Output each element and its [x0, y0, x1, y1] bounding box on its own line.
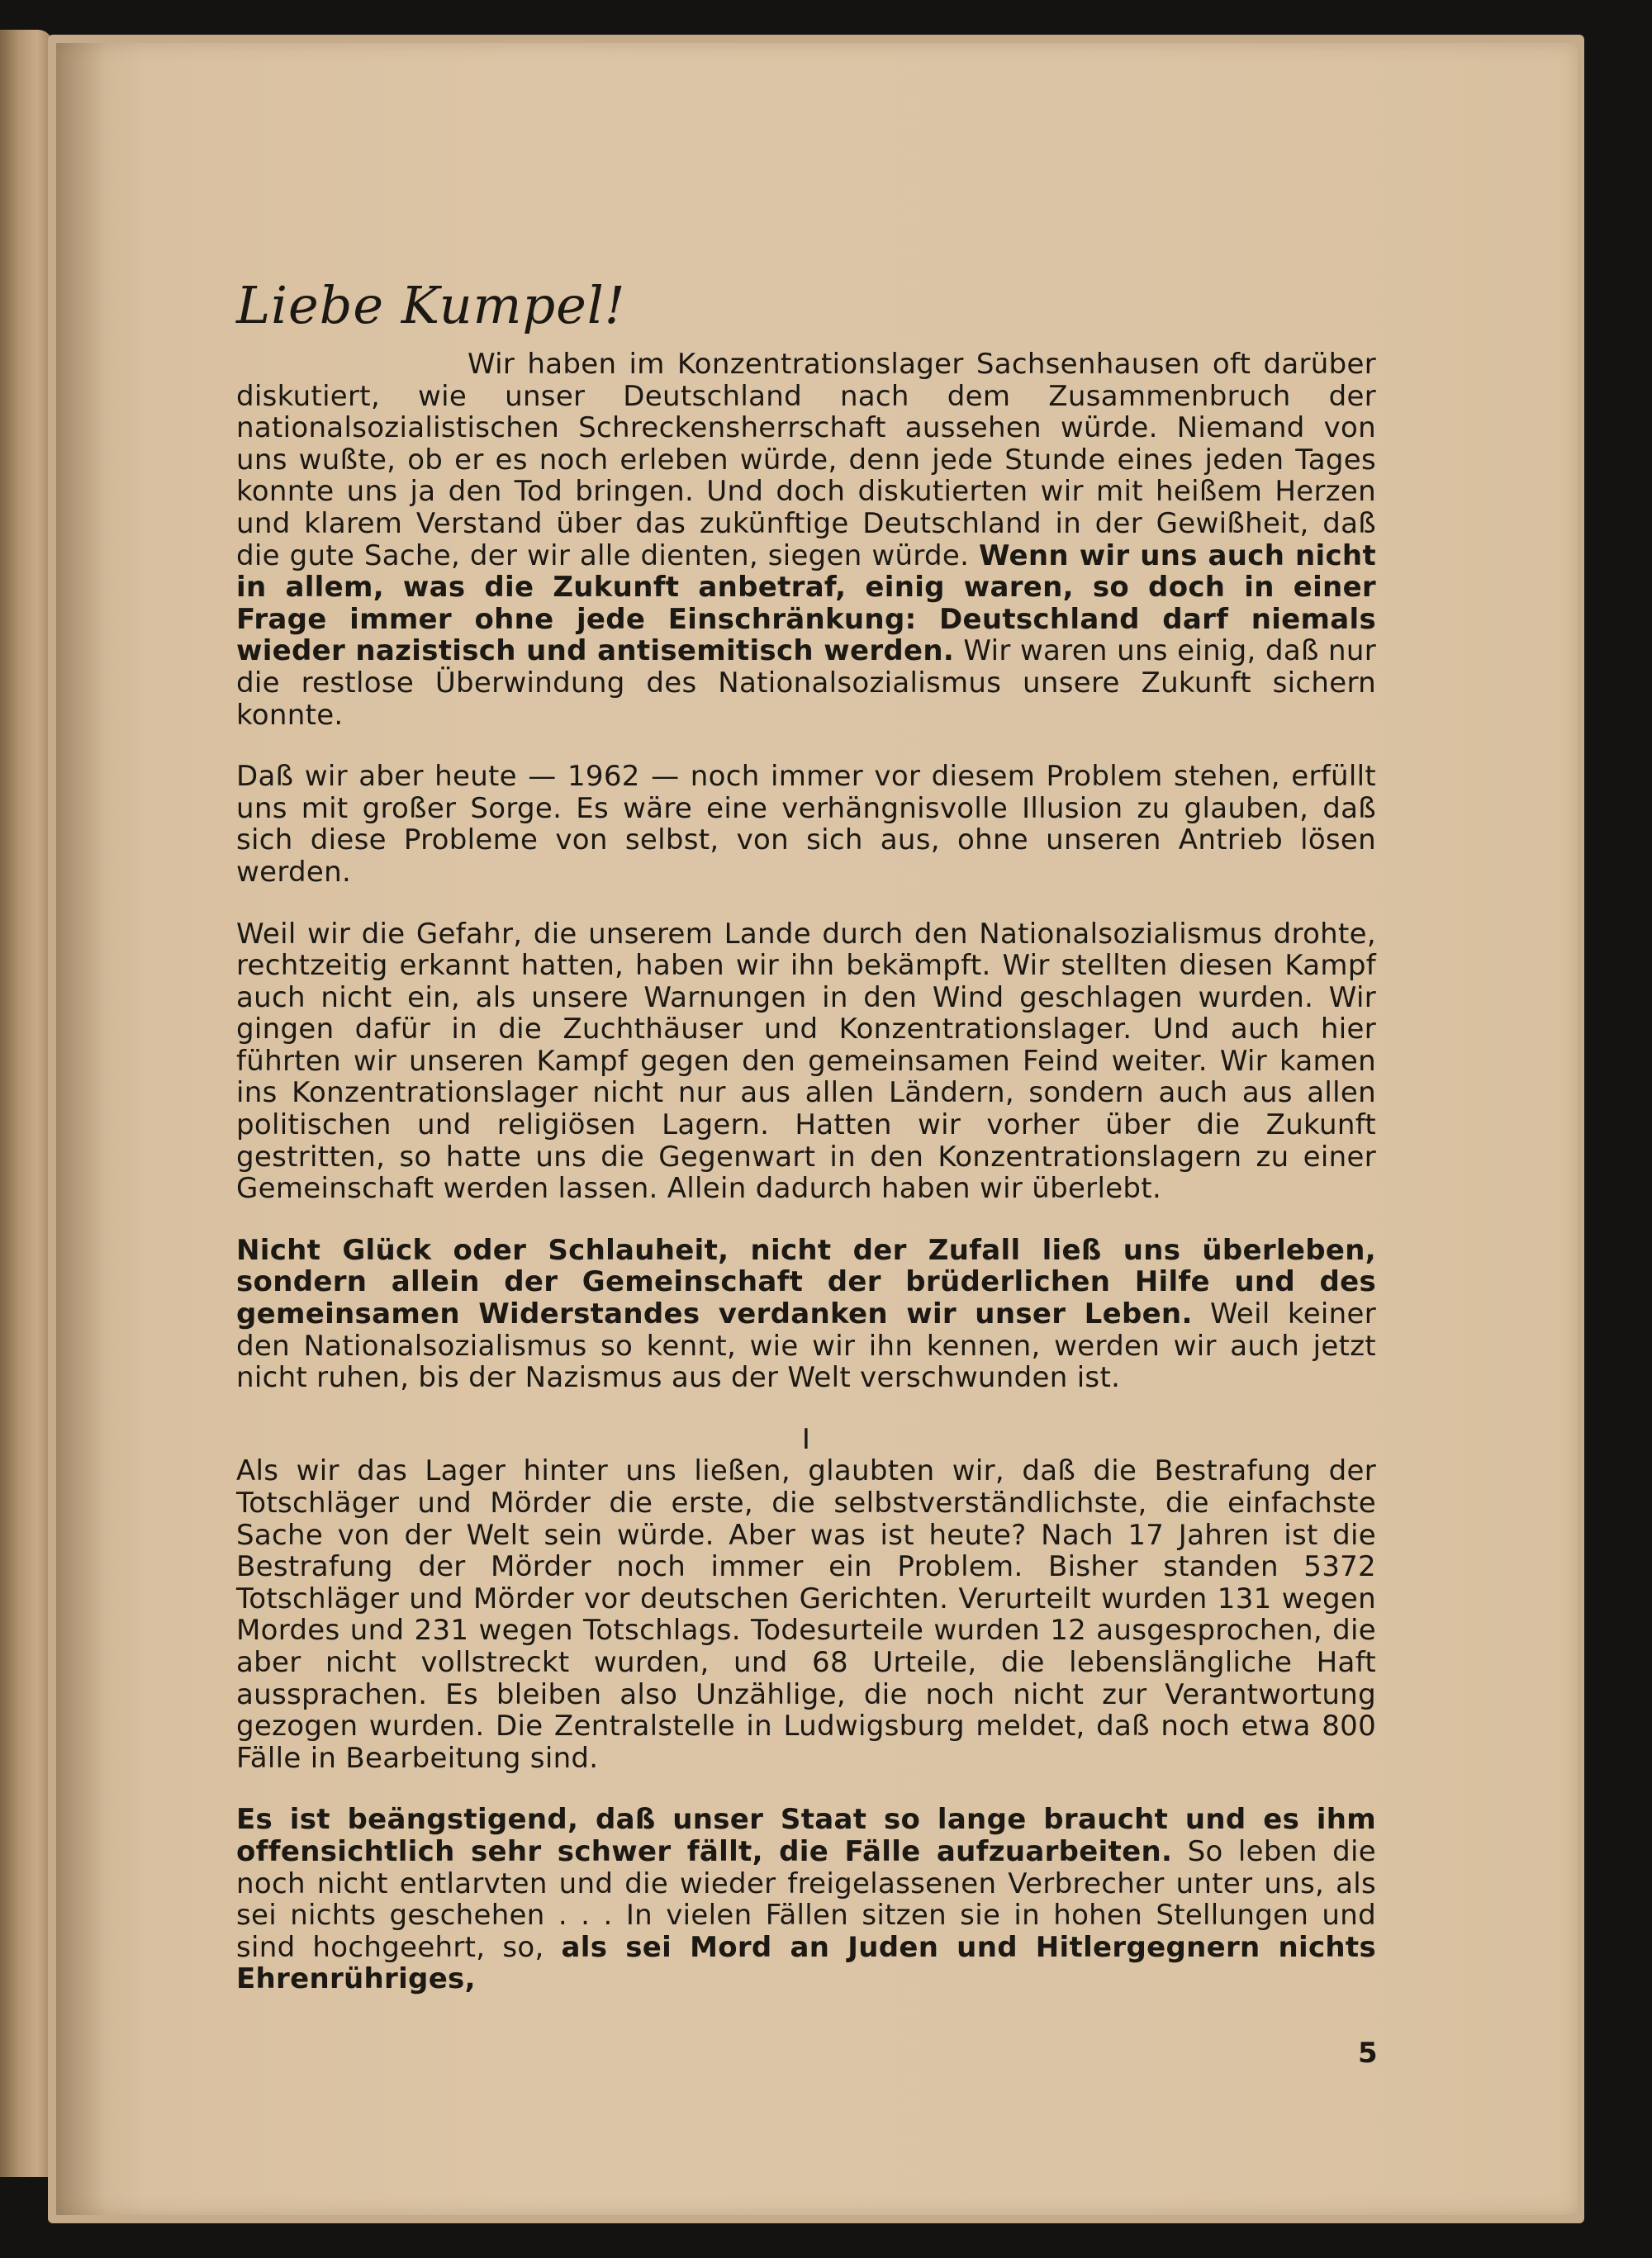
paragraph-6-text-b: So leben die noch nicht entlarvten und die wieder freigelassenen Verbrecher unter uns, als sei nichts geschehen . . . In vielen Fällen sitzen sie in hohen Stellungen und sind hochgeehrt, so, [236, 1834, 1376, 1964]
page-number: 5 [1358, 2037, 1378, 2070]
paragraph-4-bold: Nicht Glück oder Schlauheit, nicht der Zufall ließ uns überleben, sondern allein der Gemeinschaft der brüderlichen Hilfe und des gemeinsamen Widerstandes verdanken wir unser Leben. [236, 1233, 1376, 1331]
paragraph-6-bold-a: Es ist beängstigend, daß unser Staat so lange braucht und es ihm offensichtlich sehr schwer fällt, die Fälle aufzuarbeiten. [236, 1803, 1376, 1868]
paragraph-4 [236, 1235, 1376, 1394]
paragraph-1-text-c: Wir waren uns einig, daß nur die restlose Überwindung des Nationalsozialismus unsere Zukunft sichern konnte. [236, 634, 1376, 732]
paragraph-1-bold: Wenn wir uns auch nicht in allem, was die Zukunft anbetraf, einig waren, so doch in einer Frage immer ohne jede Einschränkung: Deutschland darf niemals wieder nazistisch und antisemitisch werden. [236, 538, 1376, 668]
letter-body [236, 273, 1376, 2025]
section-mark: I [801, 1422, 811, 1456]
letter-greeting: Liebe Kumpel! [236, 275, 626, 335]
paragraph-1-text-a: Wir haben im Konzentrationslager Sachsenhausen oft darüber diskutiert, wie unser Deutschland nach dem Zusammenbruch der nationalsozialistischen Schreckensherrschaft aussehen würde. Niemand von uns wußte, ob er es noch erleben würde, denn jede Stunde eines jeden Tages konnte uns ja den Tod bringen. Und doch diskutierten wir mit heißem Herzen und klarem Verstand über das zukünftige Deutschland in der Gewißheit, daß die gute Sache, der wir alle dienten, siegen würde. [236, 348, 1376, 572]
book-left-edge [0, 30, 53, 2177]
paragraph-2: Daß wir aber heute — 1962 — noch immer vor diesem Problem stehen, erfüllt uns mit großer Sorge. Es wäre eine verhängnisvolle Illusion zu glauben, daß sich diese Probleme von selbst, von sich aus, ohne unseren Antrieb lösen werden. [236, 760, 1376, 889]
paragraph-4-text-b: Weil keiner den Nationalsozialismus so kennt, wie wir ihn kennen, werden wir auch jetzt nicht ruhen, bis der Nazismus aus der Welt verschwunden ist. [236, 1297, 1376, 1395]
paragraph-1 [236, 349, 1376, 731]
paragraph-6-bold-c: als sei Mord an Juden und Hitlergegnern nichts Ehrenrühriges, [236, 1930, 1377, 1996]
page-gutter-shadow [56, 43, 106, 2215]
paragraph-5: Als wir das Lager hinter uns ließen, glaubten wir, daß die Bestrafung der Totschläger und Mörder die erste, die selbstverständlichste, die einfachste Sache von der Welt sein würde. Aber was ist heute? Nach 17 Jahren ist die Bestrafung der Mörder noch immer ein Problem. Bisher standen 5372 Totschläger und Mörder vor deutschen Gerichten. Verurteilt wurden 131 wegen Mordes und 231 wegen Totschlags. Todesurteile wurden 12 ausgesprochen, die aber nicht vollstreckt wurden, und 68 Urteile, die lebenslängliche Haft aussprachen. Es bleiben also Unzählige, die noch nicht zur Verantwortung gezogen wurden. Die Zentralstelle in Ludwigsburg meldet, daß noch etwa 800 Fälle in Bearbeitung sind. [236, 1454, 1376, 1775]
paragraph-6 [236, 1804, 1376, 1995]
paragraph-3: Weil wir die Gefahr, die unserem Lande durch den Nationalsozialismus drohte, rechtzeitig erkannt hatten, haben wir ihn bekämpft. Wir stellten diesen Kampf auch nicht ein, als unsere Warnungen in den Wind geschlagen wurden. Wir gingen dafür in die Zuchthäuser und Konzentrationslager. Und auch hier führten wir unseren Kampf gegen den gemeinsamen Feind weiter. Wir kamen ins Konzentrationslager nicht nur aus allen Ländern, sondern auch aus allen politischen und religiösen Lagern. Hatten wir vorher über die Zukunft gestritten, so hatte uns die Gegenwart in den Konzentrationslagern zu einer Gemeinschaft werden lassen. Allein dadurch haben wir überlebt. [236, 917, 1376, 1206]
